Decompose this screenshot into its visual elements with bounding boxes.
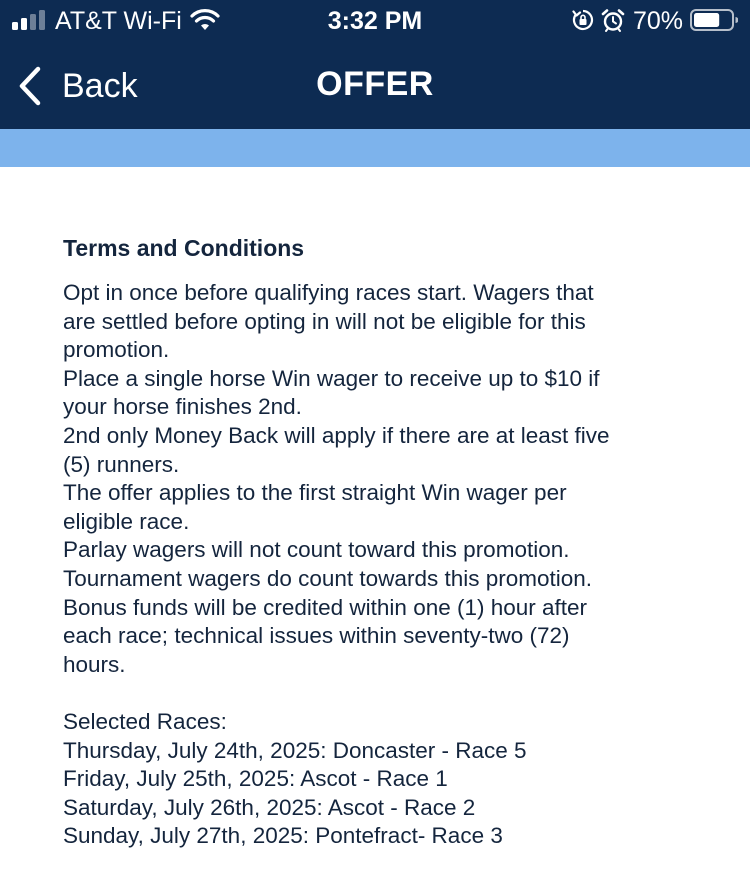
- terms-line: each race; technical issues within seventy-two (72): [63, 623, 570, 649]
- back-label: Back: [62, 67, 138, 105]
- terms-line: Opt in once before qualifying races start. Wagers that: [63, 280, 594, 305]
- orientation-lock-icon: [572, 9, 594, 31]
- battery-percent: 70%: [633, 7, 684, 35]
- terms-line: hours.: [63, 651, 126, 677]
- terms-heading: Terms and Conditions: [63, 235, 305, 261]
- race-item: Saturday, July 26th, 2025: Ascot - Race 2: [63, 794, 476, 820]
- carrier-label: AT&T Wi-Fi: [55, 7, 182, 35]
- terms-body: [63, 279, 703, 851]
- terms-content: [0, 167, 703, 851]
- status-time: 3:32 PM: [327, 7, 423, 35]
- page-title: OFFER: [316, 65, 434, 103]
- race-item: Sunday, July 27th, 2025: Pontefract- Race 3: [63, 823, 503, 849]
- terms-line: Place a single horse Win wager to receive up to $10 if: [63, 365, 600, 391]
- selected-races-label: Selected Races:: [63, 708, 227, 734]
- terms-line: Parlay wagers will not count toward this promotion.: [63, 537, 570, 563]
- terms-line: eligible race.: [63, 508, 190, 534]
- accent-bar: [0, 129, 750, 167]
- status-bar: [0, 0, 750, 44]
- terms-line: Bonus funds will be credited within one (1) hour after: [63, 594, 588, 620]
- terms-line: 2nd only Money Back will apply if there are at least five: [63, 422, 610, 448]
- battery-icon: [690, 9, 738, 31]
- race-item: Thursday, July 24th, 2025: Doncaster - Race 5: [63, 737, 527, 763]
- header: [0, 0, 750, 129]
- nav-bar: [0, 44, 750, 129]
- terms-line: (5) runners.: [63, 451, 180, 477]
- terms-line: your horse finishes 2nd.: [63, 394, 302, 420]
- terms-line: are settled before opting in will not be eligible for this: [63, 308, 586, 334]
- paragraph-gap: [63, 679, 703, 708]
- terms-line: The offer applies to the first straight Win wager per: [63, 480, 567, 506]
- alarm-icon: [601, 8, 625, 32]
- terms-line: Tournament wagers do count towards this promotion.: [63, 565, 593, 591]
- terms-line: promotion.: [63, 337, 170, 363]
- race-item: Friday, July 25th, 2025: Ascot - Race 1: [63, 766, 448, 792]
